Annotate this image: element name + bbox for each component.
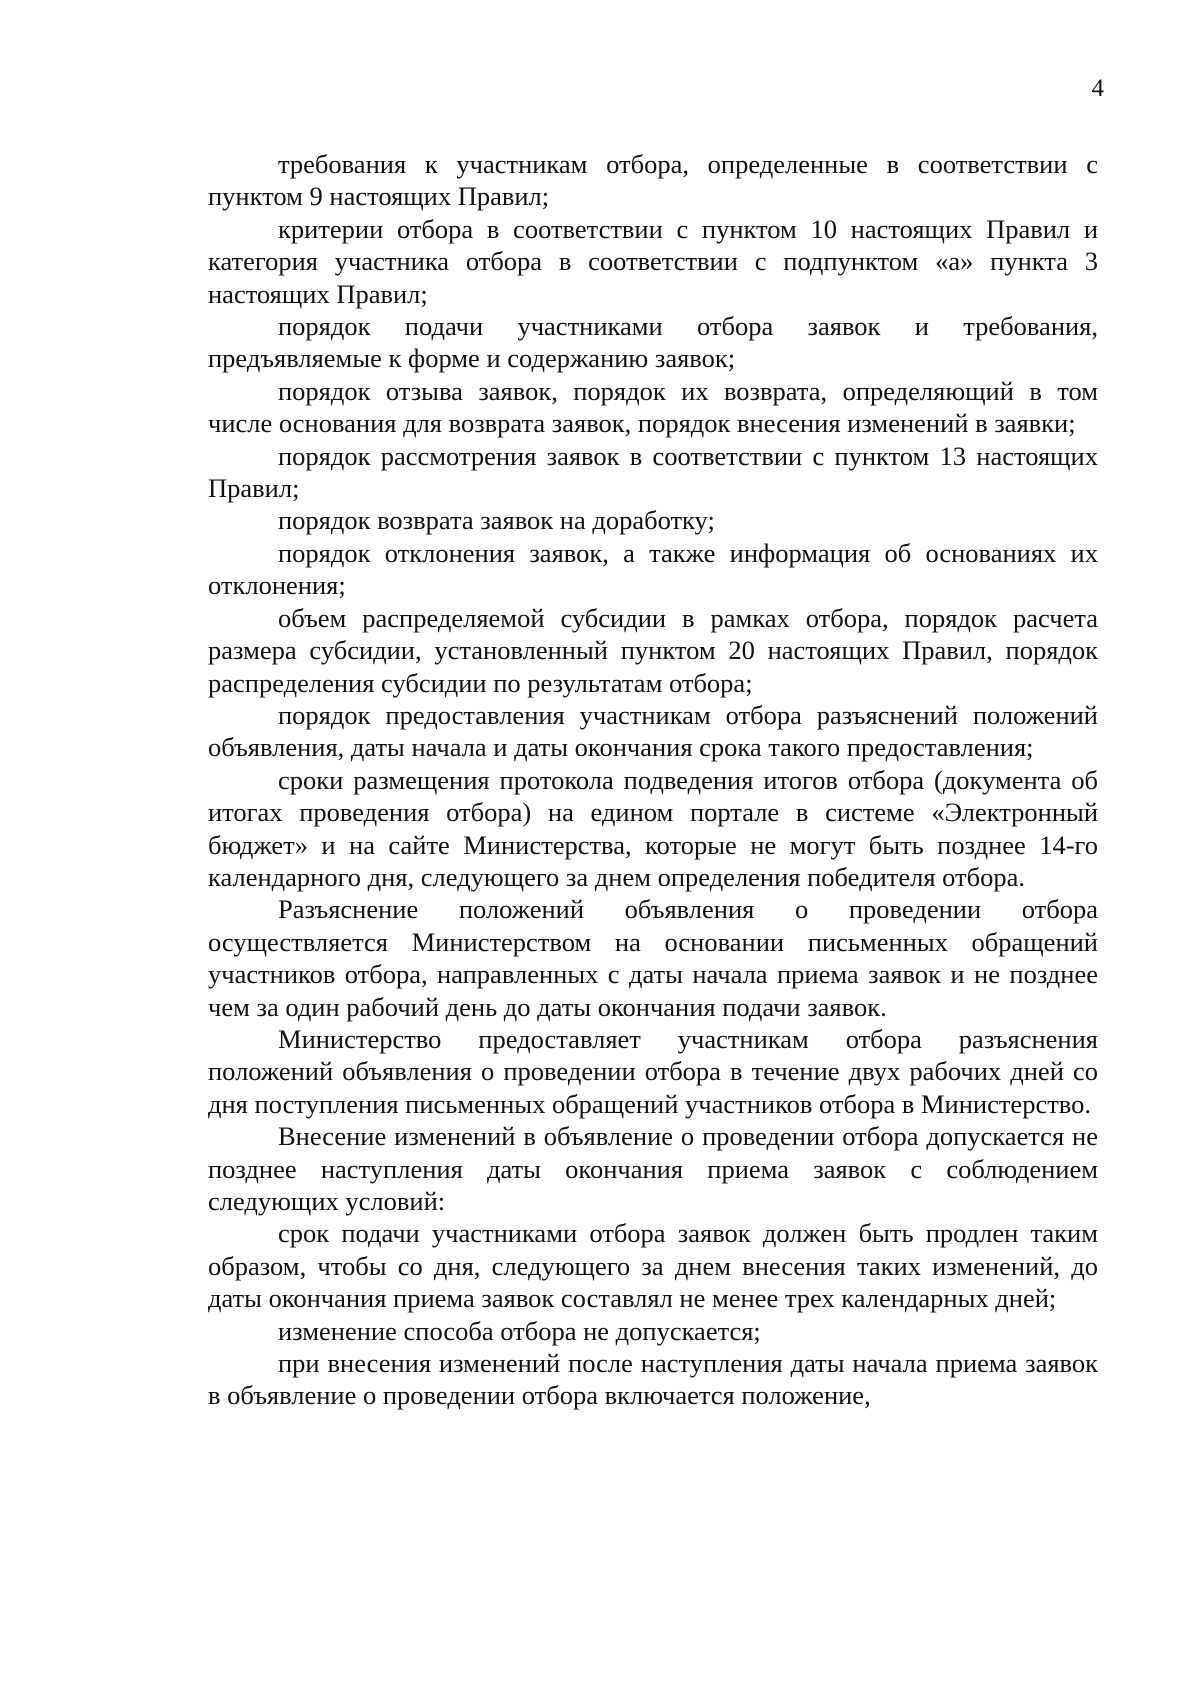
paragraph: Разъяснение положений объявления о проведении отбора осуществляется Министерством на основании письменных обращений участников отбора, направленных с даты начала приема заявок и не позднее чем за один рабочий день до даты окончания подачи заявок. [208,894,1098,1022]
paragraph: требования к участникам отбора, определенные в соответствии с пунктом 9 настоящих Правил; [208,149,1098,212]
paragraph: порядок возврата заявок на доработку; [278,505,715,536]
paragraph: объем распределяемой субсидии в рамках отбора, порядок расчета размера субсидии, установленный пунктом 20 настоящих Правил, порядок распределения субсидии по результатам отбора; [208,602,1098,698]
paragraph: порядок предоставления участникам отбора разъяснений положений объявления, даты начала и даты окончания срока такого предоставления; [208,699,1098,763]
paragraph: срок подачи участниками отбора заявок должен быть продлен таким образом, чтобы со дня, следующего за днем внесения таких изменений, до даты окончания приема заявок составлял не менее трех календарных дней; [208,1218,1098,1314]
paragraph: изменение способа отбора не допускается; [278,1315,761,1346]
paragraph: порядок отзыва заявок, порядок их возврата, определяющий в том числе основания для возврата заявок, порядок внесения изменений в заявки; [208,375,1098,439]
page-number: 4 [1091,75,1104,102]
paragraph: при внесения изменений после наступления даты начала приема заявок в объявление о проведении отбора включается положение, [208,1348,1098,1411]
document-body [208,148,1098,1412]
paragraph: порядок подачи участниками отбора заявок и требования, предъявляемые к форме и содержанию заявок; [208,311,1098,374]
paragraph: Внесение изменений в объявление о проведении отбора допускается не позднее наступления даты окончания приема заявок с соблюдением следующих условий: [208,1121,1098,1216]
paragraph: сроки размещения протокола подведения итогов отбора (документа об итогах проведения отбора) на едином портале в системе «Электронный бюджет» и на сайте Министерства, которые не могут быть позднее 14-го календарного дня, следующего за днем определения победителя отбора. [208,764,1098,892]
paragraph: критерии отбора в соответствии с пунктом 10 настоящих Правил и категория участника отбора в соответствии с подпунктом «а» пункта 3 настоящих Правил; [208,213,1098,309]
paragraph: Министерство предоставляет участникам отбора разъяснения положений объявления о проведении отбора в течение двух рабочих дней со дня поступления письменных обращений участников отбора в Министерство. [208,1023,1098,1119]
paragraph: порядок отклонения заявок, а также информация об основаниях их отклонения; [208,537,1098,601]
paragraph: порядок рассмотрения заявок в соответствии с пунктом 13 настоящих Правил; [208,440,1098,504]
